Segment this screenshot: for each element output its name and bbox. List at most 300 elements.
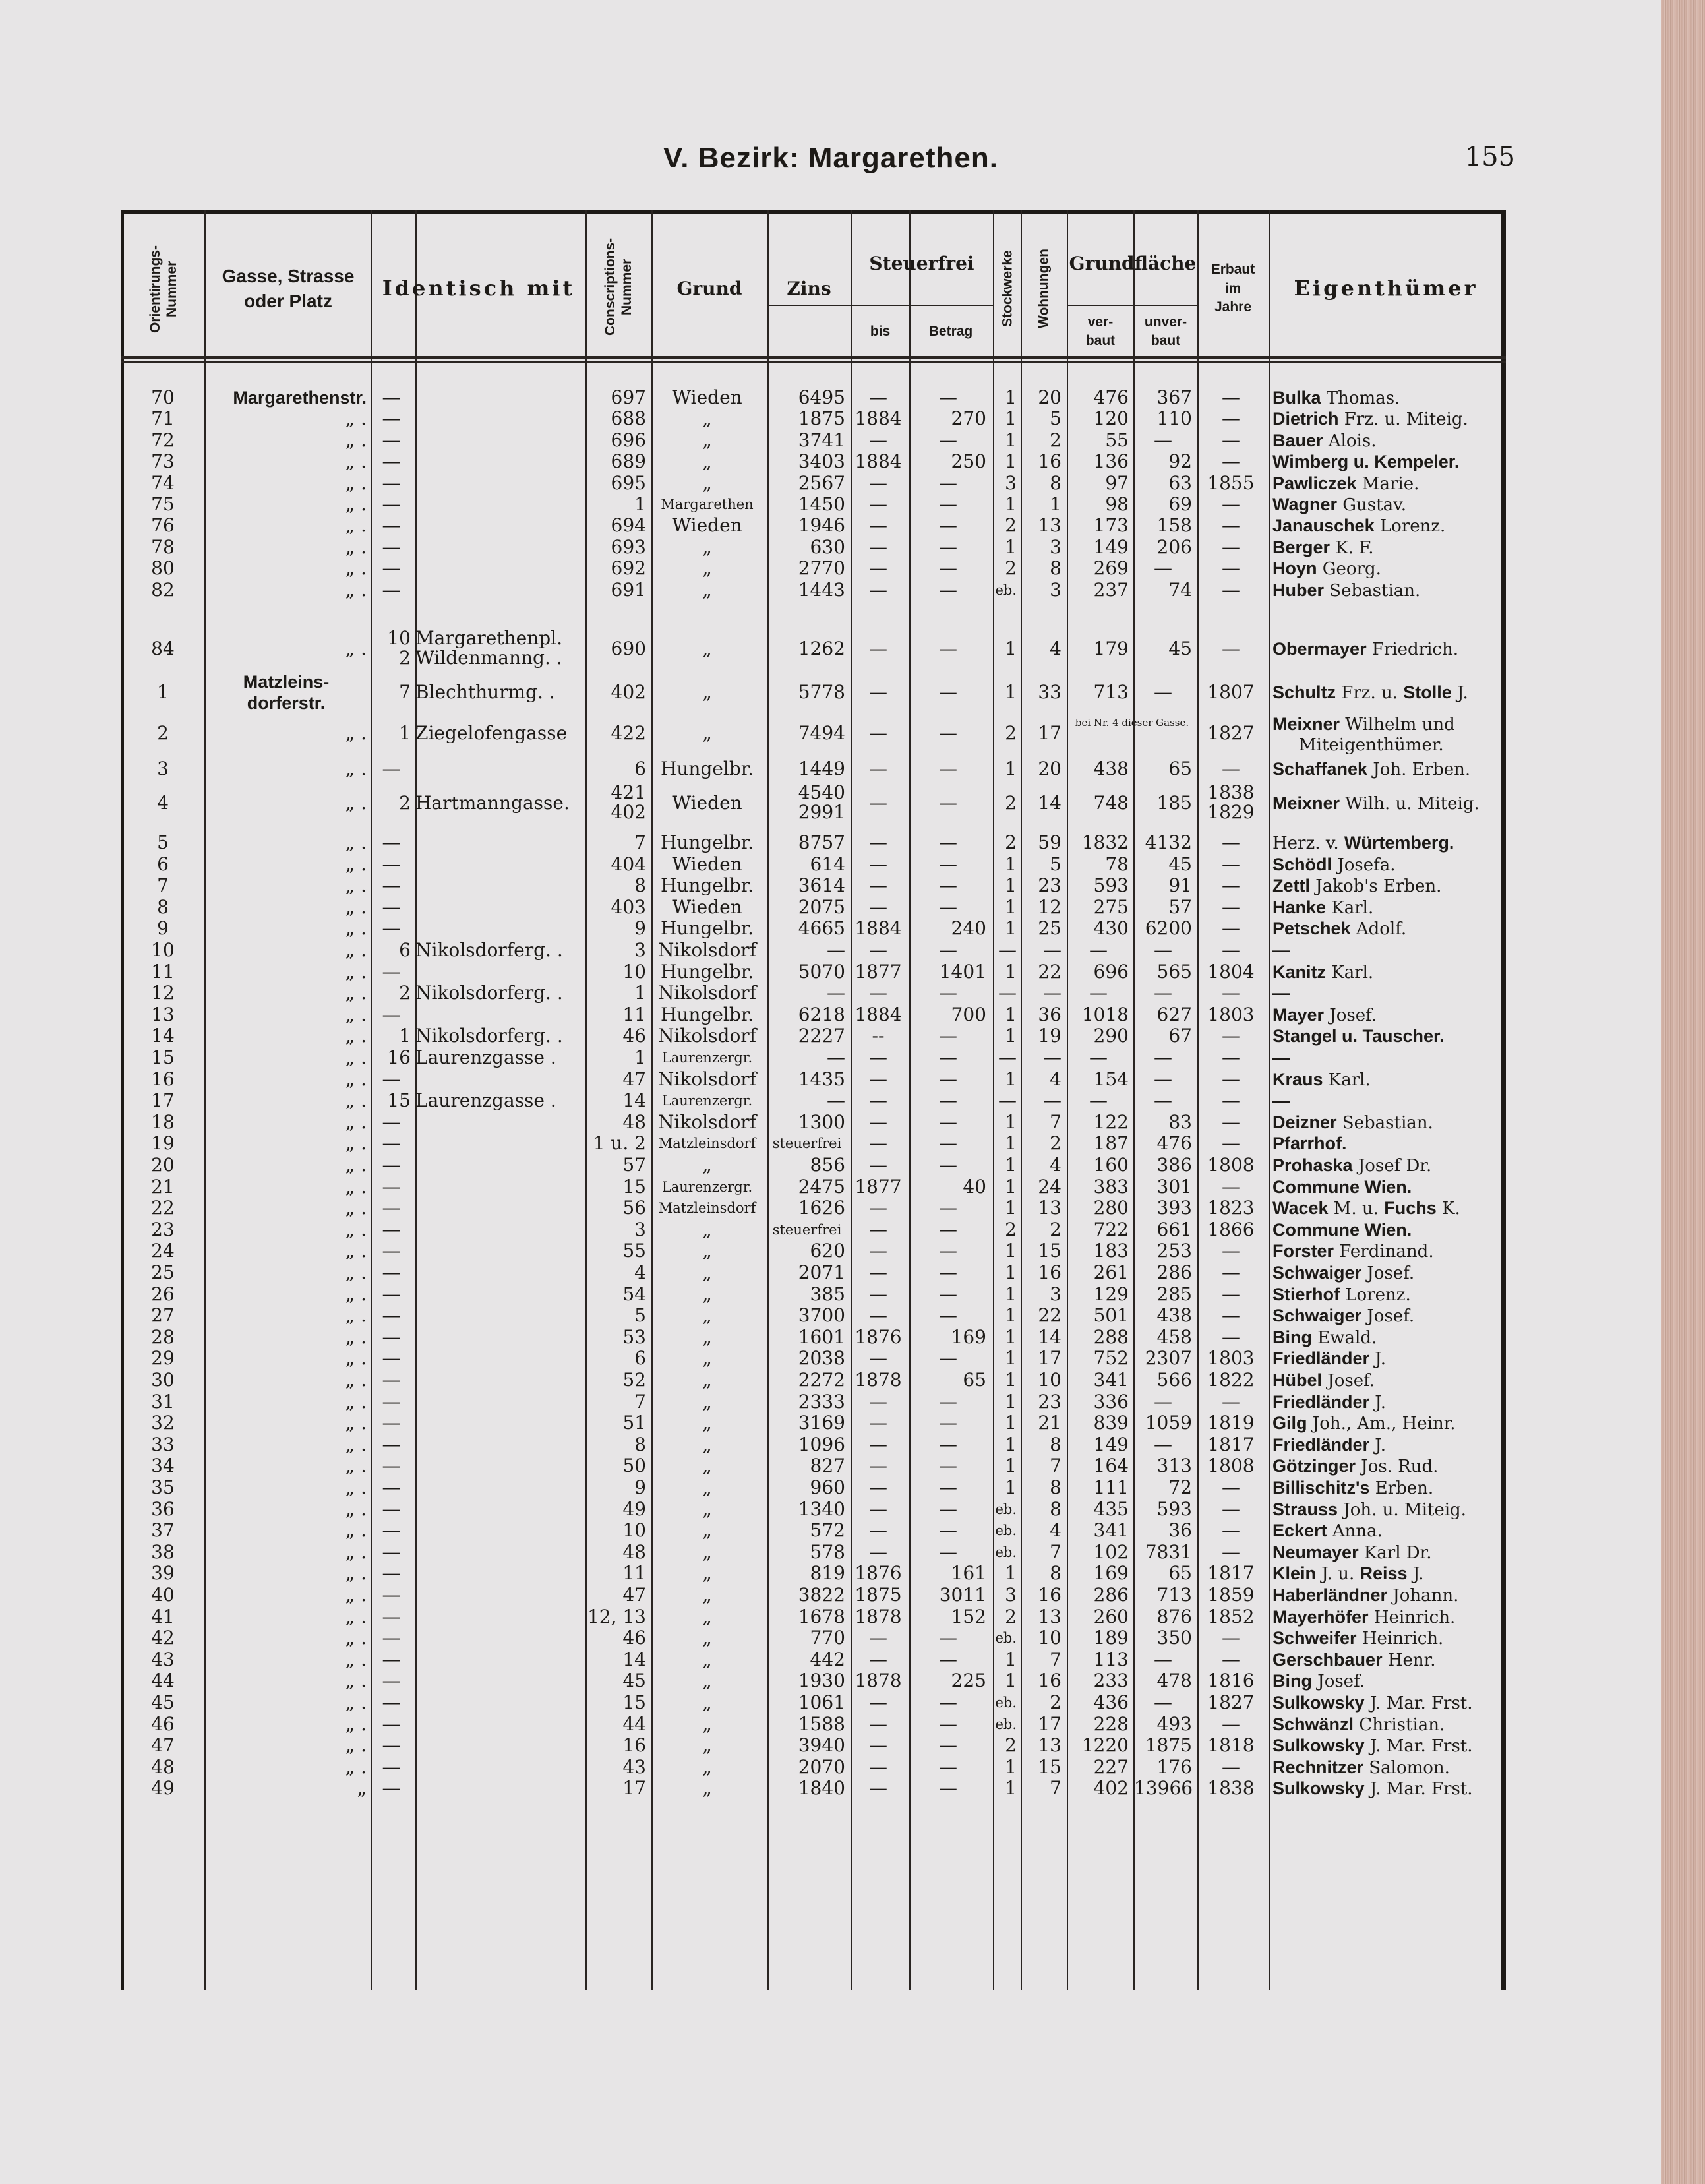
cell-verb: 341 — [1093, 1519, 1129, 1542]
cell-owner — [1272, 713, 1455, 735]
cell-nr: 73 — [151, 450, 175, 473]
cell-betrag: — — [939, 1519, 957, 1542]
cell-gasse: „ . — [345, 722, 367, 744]
cell-ino: — — [382, 1132, 401, 1155]
cell-grund: Wieden — [672, 895, 742, 918]
cell-gasse: „ . — [345, 1476, 367, 1498]
cell-owner — [1272, 940, 1290, 961]
owner-surname: Zettl — [1272, 876, 1310, 896]
cell-zins: 2038 — [798, 1347, 845, 1370]
cell-consc: 421 — [611, 781, 646, 803]
owner-surname: Eckert — [1272, 1521, 1327, 1541]
cell-stock: 2 — [1005, 1218, 1017, 1240]
owner-surname: Mayer — [1272, 1004, 1325, 1025]
owner-surname: Stangel u. Tauscher. — [1272, 1026, 1445, 1046]
owner-surname: Forster — [1272, 1241, 1334, 1261]
owner-surname: Hoyn — [1272, 559, 1317, 579]
cell-nr: 37 — [151, 1519, 175, 1542]
cell-nr: 39 — [151, 1562, 175, 1585]
cell-verb: 593 — [1093, 874, 1129, 897]
owner-surname: Schultz — [1272, 682, 1336, 702]
cell-stock: 1 — [1005, 1025, 1017, 1047]
cell-unverb: — — [1154, 681, 1172, 703]
cell-bis: — — [869, 471, 887, 494]
cell-zins: 1930 — [798, 1670, 845, 1692]
cell-nr: 2 — [157, 722, 169, 744]
cell-ino: — — [382, 1540, 401, 1563]
cell-grund: „ — [702, 450, 712, 473]
cell-consc: 49 — [622, 1498, 646, 1520]
cell-betrag: 3011 — [939, 1584, 986, 1606]
table-row — [121, 1778, 1506, 1799]
cell-stock: 1 — [1005, 1003, 1017, 1025]
cell-owner — [1272, 1370, 1375, 1391]
cell-nr: 27 — [151, 1304, 175, 1327]
cell-zins: 3614 — [798, 874, 845, 897]
cell-unverb: 65 — [1168, 1562, 1192, 1585]
owner-detail: Alois. — [1323, 431, 1377, 451]
cell-stock: — — [998, 982, 1017, 1004]
cell-owner — [1272, 387, 1400, 409]
cell-owner — [1272, 1284, 1411, 1306]
cell-owner — [1272, 875, 1441, 897]
cell-zins: 3822 — [798, 1584, 845, 1606]
owner-detail: Karl. — [1326, 962, 1374, 983]
cell-owner — [1272, 1069, 1371, 1091]
cell-stock: 1 — [1005, 1412, 1017, 1434]
cell-grund: „ — [702, 1627, 712, 1649]
cell-gasse: „ . — [345, 1089, 367, 1112]
cell-ino: — — [382, 493, 401, 515]
cell-jahr: — — [1222, 1325, 1240, 1348]
owner-surname: Friedländer — [1272, 1349, 1370, 1369]
cell-unverb: — — [1154, 1648, 1172, 1670]
cell-zins: steuerfrei — [772, 1221, 842, 1238]
owner-surname: Meixner — [1272, 714, 1340, 734]
cell-jahr: — — [1222, 1046, 1240, 1068]
cell-wohn: 13 — [1038, 1197, 1062, 1219]
cell-wohn: 20 — [1038, 758, 1062, 779]
cell-wohn: 2 — [1050, 1132, 1062, 1155]
cell-betrag: — — [939, 792, 957, 814]
cell-verb: 501 — [1093, 1304, 1129, 1327]
table-row — [121, 1047, 1506, 1068]
cell-stock: 2 — [1005, 514, 1017, 537]
owner-surname: Billischitz's — [1272, 1478, 1370, 1498]
owner-surname: Würtemberg. — [1344, 833, 1454, 853]
cell-nr: 47 — [151, 1734, 175, 1757]
cell-consc: 45 — [622, 1670, 646, 1692]
owner-surname: Götzinger — [1272, 1456, 1356, 1476]
cell-grund: Matzleinsdorf — [658, 1136, 756, 1152]
cell-zins: 2227 — [798, 1025, 845, 1047]
cell-consc: 52 — [622, 1369, 646, 1391]
table-row — [121, 1025, 1506, 1046]
cell-wohn: 8 — [1050, 1476, 1062, 1498]
cell-grund: Hungelbr. — [660, 960, 754, 983]
cell-zins: 4540 — [798, 781, 845, 803]
cell-stock: 2 — [1005, 1734, 1017, 1757]
cell-verb: 154 — [1093, 1068, 1129, 1090]
cell-jahr: 1808 — [1207, 1154, 1255, 1176]
cell-verb: 430 — [1093, 917, 1129, 940]
cell-unverb: 566 — [1156, 1369, 1192, 1391]
cell-gasse: „ . — [345, 408, 367, 430]
cell-owner — [1272, 1434, 1386, 1456]
cell-gasse: „ . — [345, 514, 367, 537]
cell-verb: 113 — [1093, 1648, 1129, 1670]
cell-consc: 9 — [634, 1476, 646, 1498]
cell-verb: 111 — [1093, 1476, 1129, 1498]
cell-unverb: — — [1154, 1433, 1172, 1455]
cell-verb: 187 — [1093, 1132, 1129, 1155]
cell-consc: 56 — [622, 1197, 646, 1219]
cell-wohn: — — [1043, 1046, 1062, 1068]
cell-ino: 2 — [399, 647, 411, 669]
cell-betrag: — — [939, 1347, 957, 1370]
owner-surname: Janauschek — [1272, 516, 1375, 536]
table-row — [121, 1520, 1506, 1541]
owner-surname: Huber — [1272, 580, 1325, 600]
cell-bis: — — [869, 638, 887, 659]
table-row — [121, 713, 1506, 756]
cell-owner — [1272, 1391, 1386, 1413]
cell-jahr: 1808 — [1207, 1455, 1255, 1477]
cell-iname: Blechthurmg. . — [415, 681, 555, 703]
cell-unverb: — — [1154, 1691, 1172, 1713]
cell-owner — [1272, 1714, 1445, 1736]
cell-owner — [1272, 1305, 1414, 1327]
cell-ino: — — [382, 1261, 401, 1283]
cell-jahr: — — [1222, 1261, 1240, 1283]
table-row — [121, 1391, 1506, 1412]
cell-iname: Wildenmanng. . — [415, 647, 562, 669]
cell-betrag: 700 — [951, 1003, 986, 1025]
owner-detail: Karl. — [1323, 1070, 1371, 1090]
owner-detail: Salomon. — [1363, 1757, 1450, 1778]
cell-betrag: 169 — [951, 1325, 986, 1348]
cell-grund: Hungelbr. — [660, 917, 754, 940]
cell-bis: — — [869, 874, 887, 897]
cell-consc: 1 — [634, 493, 646, 515]
cell-gasse: „ . — [345, 1691, 367, 1713]
cell-betrag: — — [939, 1283, 957, 1305]
cell-ino: — — [382, 1412, 401, 1434]
cell-nr: 14 — [151, 1025, 175, 1047]
cell-betrag: — — [939, 1455, 957, 1477]
cell-zins: 3403 — [798, 450, 845, 473]
table-row — [121, 1155, 1506, 1176]
cell-wohn: 59 — [1038, 832, 1062, 853]
cell-gasse: „ . — [345, 1110, 367, 1133]
owner-surname: Hanke — [1272, 897, 1327, 917]
cell-stock: 1 — [1005, 1455, 1017, 1477]
cell-verb: 748 — [1093, 792, 1129, 814]
cell-ino: — — [382, 1240, 401, 1262]
cell-verb: 55 — [1105, 429, 1129, 451]
cell-ino: — — [382, 1325, 401, 1348]
ledger-table — [121, 210, 1506, 2122]
page-number: 155 — [1464, 142, 1515, 172]
cell-grund: Nikolsdorf — [657, 1110, 757, 1133]
cell-consc: 55 — [622, 1240, 646, 1262]
cell-betrag: — — [939, 1304, 957, 1327]
owner-detail: J. — [1369, 1392, 1386, 1412]
cell-consc: 402 — [611, 681, 646, 703]
cell-ino: — — [382, 1648, 401, 1670]
cell-gasse: „ . — [345, 1540, 367, 1563]
cell-owner — [1272, 1455, 1438, 1477]
cell-bis: — — [869, 1519, 887, 1542]
cell-bis: — — [869, 1713, 887, 1735]
cell-betrag: — — [939, 1089, 957, 1112]
cell-stock: — — [998, 1046, 1017, 1068]
cell-stock: 1 — [1005, 1369, 1017, 1391]
cell-bis: — — [869, 1390, 887, 1412]
cell-stock: 1 — [1005, 429, 1017, 451]
cell-unverb: 45 — [1168, 853, 1192, 875]
cell-gasse: Matzleins- — [243, 672, 330, 692]
owner-surname: Sulkowsky — [1272, 1693, 1365, 1713]
cell-bis: — — [869, 853, 887, 875]
cell-bis: — — [869, 1304, 887, 1327]
cell-owner — [1272, 558, 1381, 580]
cell-grund: „ — [702, 1755, 712, 1778]
cell-wohn: 36 — [1038, 1003, 1062, 1025]
cell-wohn: 5 — [1050, 853, 1062, 875]
cell-unverb: — — [1154, 939, 1172, 961]
cell-consc: 54 — [622, 1283, 646, 1305]
owner-detail: Josef Dr. — [1352, 1156, 1432, 1176]
cell-zins: 385 — [810, 1283, 845, 1305]
cell-owner — [1272, 451, 1459, 472]
cell-unverb: 713 — [1156, 1584, 1192, 1606]
cell-unverb: 63 — [1168, 471, 1192, 494]
cell-wohn: 2 — [1050, 1218, 1062, 1240]
cell-ino: — — [382, 429, 401, 451]
cell-stock: 1 — [1005, 1562, 1017, 1585]
cell-gasse: „ . — [345, 939, 367, 961]
cell-unverb: 65 — [1168, 758, 1192, 779]
cell-wohn: 24 — [1038, 1175, 1062, 1198]
table-row — [121, 1412, 1506, 1434]
cell-gasse: „ . — [345, 1068, 367, 1090]
cell-stock: 1 — [1005, 895, 1017, 918]
cell-note: bei Nr. 4 dieser Gasse. — [1075, 717, 1189, 729]
cell-consc: 10 — [622, 960, 646, 983]
cell-jahr: — — [1222, 874, 1240, 897]
cell-zins: 2070 — [798, 1755, 845, 1778]
cell-zins: 2991 — [798, 801, 845, 823]
owner-detail: J. u. — [1316, 1564, 1360, 1585]
cell-grund: „ — [702, 535, 712, 558]
cell-nr: 36 — [151, 1498, 175, 1520]
cell-gasse: „ . — [345, 1132, 367, 1155]
table-row — [121, 1585, 1506, 1606]
cell-consc: 46 — [622, 1627, 646, 1649]
cell-jahr: — — [1222, 1110, 1240, 1133]
owner-detail: J. Mar. Frst. — [1364, 1736, 1473, 1757]
cell-nr: 21 — [151, 1175, 175, 1198]
table-row — [121, 782, 1506, 824]
cell-verb: 336 — [1093, 1390, 1129, 1412]
cell-consc: 8 — [634, 874, 646, 897]
cell-verb: 164 — [1093, 1455, 1129, 1477]
cell-zins: 1450 — [798, 493, 845, 515]
cell-bis: — — [869, 792, 887, 814]
cell-nr: 24 — [151, 1240, 175, 1262]
cell-grund: Laurenzergr. — [661, 1178, 753, 1195]
cell-bis: 1877 — [854, 1175, 902, 1198]
cell-owner — [1272, 1499, 1466, 1521]
cell-ino: — — [382, 758, 401, 779]
owner-detail: Jos. Rud. — [1356, 1457, 1439, 1477]
owner-detail: J. — [1369, 1435, 1386, 1455]
cell-stock: 1 — [1005, 853, 1017, 875]
cell-betrag: — — [939, 638, 957, 659]
cell-zins: 1300 — [798, 1110, 845, 1133]
cell-grund: „ — [702, 638, 712, 659]
cell-bis: — — [869, 578, 887, 601]
owner-surname: Haberländner — [1272, 1585, 1388, 1605]
cell-grund: „ — [702, 1584, 712, 1606]
cell-jahr: — — [1222, 895, 1240, 918]
cell-nr: 4 — [157, 792, 169, 814]
cell-nr: 12 — [151, 982, 175, 1004]
cell-verb: 438 — [1093, 758, 1129, 779]
cell-grund: Nikolsdorf — [657, 1025, 757, 1047]
cell-bis: — — [869, 1132, 887, 1155]
cell-betrag: — — [939, 758, 957, 779]
cell-stock: 1 — [1005, 1347, 1017, 1370]
cell-ino: — — [382, 1627, 401, 1649]
cell-iname: Ziegelofengasse — [415, 722, 568, 744]
cell-gasse: „ . — [345, 1562, 367, 1585]
cell-unverb: — — [1154, 1068, 1172, 1090]
owner-detail: Adolf. — [1350, 919, 1407, 940]
cell-bis: — — [869, 1197, 887, 1219]
cell-grund: „ — [702, 1283, 712, 1305]
cell-jahr: 1829 — [1207, 801, 1255, 823]
cell-verb: 120 — [1093, 408, 1129, 430]
cell-betrag: — — [939, 1627, 957, 1649]
cell-stock: eb. — [995, 1501, 1017, 1517]
page-header — [0, 142, 1661, 188]
cell-owner — [1272, 854, 1395, 876]
cell-nr: 82 — [151, 578, 175, 601]
cell-wohn: 3 — [1050, 535, 1062, 558]
cell-consc: 16 — [622, 1734, 646, 1757]
cell-consc: 1 — [634, 1046, 646, 1068]
cell-jahr: — — [1222, 758, 1240, 779]
cell-betrag: — — [939, 386, 957, 408]
cell-ino: — — [382, 1713, 401, 1735]
cell-bis: — — [869, 832, 887, 853]
cell-verb: — — [1089, 1046, 1108, 1068]
cell-stock: 1 — [1005, 681, 1017, 703]
cell-zins: 2333 — [798, 1390, 845, 1412]
cell-verb: 269 — [1093, 557, 1129, 580]
cell-consc: 7 — [634, 832, 646, 853]
owner-surname: — — [1272, 1091, 1290, 1111]
cell-gasse: Margarethenstr. — [233, 388, 367, 408]
owner-surname: Bauer — [1272, 430, 1323, 450]
cell-grund: Laurenzergr. — [661, 1093, 753, 1109]
cell-bis: — — [869, 758, 887, 779]
owner-surname: Pawliczek — [1272, 473, 1357, 493]
cell-owner — [1272, 1778, 1473, 1800]
cell-owner — [1272, 638, 1458, 660]
cell-betrag: 152 — [951, 1605, 986, 1627]
cell-wohn: 21 — [1038, 1412, 1062, 1434]
cell-bis: — — [869, 1755, 887, 1778]
owner-surname: Mayerhöfer — [1272, 1606, 1369, 1627]
owner-surname: Prohaska — [1272, 1155, 1353, 1175]
cell-verb: 261 — [1093, 1261, 1129, 1283]
cell-betrag: 65 — [963, 1369, 986, 1391]
cell-unverb: 83 — [1168, 1110, 1192, 1133]
cell-stock: 2 — [1005, 557, 1017, 580]
cell-wohn: 17 — [1038, 722, 1062, 744]
cell-jahr: — — [1222, 429, 1240, 451]
owner-surname: Schaffanek — [1272, 759, 1368, 779]
cell-bis: — — [869, 1691, 887, 1713]
cell-wohn: 13 — [1038, 514, 1062, 537]
cell-jahr: — — [1222, 1755, 1240, 1778]
cell-verb: 233 — [1093, 1670, 1129, 1692]
cell-consc: 6 — [634, 1347, 646, 1370]
cell-wohn: 33 — [1038, 681, 1062, 703]
table-row — [121, 940, 1506, 961]
cell-consc: 14 — [622, 1648, 646, 1670]
cell-wohn: 10 — [1038, 1369, 1062, 1391]
cell-consc: 44 — [622, 1713, 646, 1735]
cell-jahr: — — [1222, 535, 1240, 558]
cell-jahr: 1827 — [1207, 1691, 1255, 1713]
cell-stock: 1 — [1005, 960, 1017, 983]
cell-wohn: 23 — [1038, 1390, 1062, 1412]
cell-ino: — — [382, 1734, 401, 1757]
cell-nr: 78 — [151, 535, 175, 558]
cell-ino: — — [382, 471, 401, 494]
cell-gasse: „ . — [345, 1240, 367, 1262]
cell-verb: 290 — [1093, 1025, 1129, 1047]
owner-detail: Thomas. — [1321, 388, 1400, 408]
cell-wohn: 2 — [1050, 1691, 1062, 1713]
cell-betrag: — — [939, 493, 957, 515]
cell-bis: 1875 — [854, 1584, 902, 1606]
owner-detail: M. u. — [1328, 1199, 1385, 1219]
cell-ino: — — [382, 895, 401, 918]
cell-zins: 442 — [810, 1648, 845, 1670]
cell-jahr: 1838 — [1207, 1777, 1255, 1800]
cell-wohn: 4 — [1050, 638, 1062, 659]
cell-ino: — — [382, 1498, 401, 1520]
cell-nr: 45 — [151, 1691, 175, 1713]
cell-owner — [1272, 793, 1480, 814]
cell-nr: 72 — [151, 429, 175, 451]
cell-nr: 31 — [151, 1390, 175, 1412]
cell-consc: 15 — [622, 1691, 646, 1713]
cell-grund: Nikolsdorf — [657, 982, 757, 1004]
cell-bis: — — [869, 1347, 887, 1370]
table-row — [121, 473, 1506, 494]
cell-owner — [1272, 1004, 1377, 1026]
cell-nr: 75 — [151, 493, 175, 515]
cell-stock: 1 — [1005, 386, 1017, 408]
cell-jahr: — — [1222, 1627, 1240, 1649]
cell-wohn: 16 — [1038, 450, 1062, 473]
